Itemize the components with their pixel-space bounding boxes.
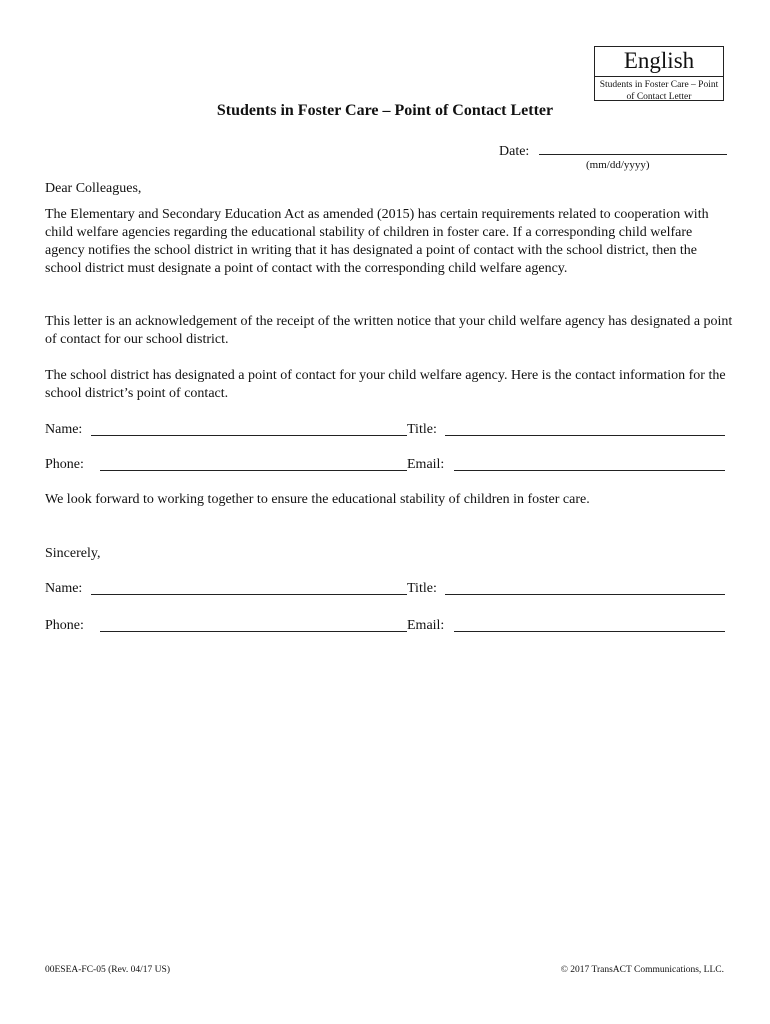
form-caption: Students in Foster Care – Point of Contact Letter <box>599 80 719 102</box>
contact-name-title-row <box>45 421 735 439</box>
contact-title-field[interactable] <box>445 435 725 436</box>
signer-name-title-row <box>45 580 735 598</box>
paragraph-designation: The school district has designated a point of contact for your child welfare agency. Here is the contact information for the school district’s point of contact. <box>45 368 726 401</box>
language-label: English <box>595 47 723 77</box>
signer-phone-field[interactable] <box>100 631 407 632</box>
contact-title-label: Title: <box>407 422 437 437</box>
closing-paragraph: We look forward to working together to ensure the educational stability of children in foster care. <box>45 492 590 507</box>
date-format-hint: (mm/dd/yyyy) <box>586 159 650 171</box>
signer-name-label: Name: <box>45 581 83 596</box>
signer-title-field[interactable] <box>445 594 725 595</box>
footer-form-code: 00ESEA-FC-05 (Rev. 04/17 US) <box>45 965 170 975</box>
date-field[interactable] <box>539 141 727 155</box>
contact-name-field[interactable] <box>91 435 407 436</box>
signer-email-label: Email: <box>407 618 445 633</box>
contact-phone-field[interactable] <box>100 470 407 471</box>
contact-email-label: Email: <box>407 457 445 472</box>
footer-copyright: © 2017 TransACT Communications, LLC. <box>560 965 724 975</box>
contact-phone-label: Phone: <box>45 457 84 472</box>
document-title: Students in Foster Care – Point of Contact Letter <box>216 102 554 119</box>
contact-phone-email-row <box>45 456 735 474</box>
signer-email-field[interactable] <box>454 631 725 632</box>
contact-name-label: Name: <box>45 422 83 437</box>
contact-email-field[interactable] <box>454 470 725 471</box>
paragraph-requirements: The Elementary and Secondary Education Act as amended (2015) has certain requirements related to cooperation with child welfare agencies regarding the educational stability of children in foster care. If a corresponding child welfare agency notifies the school district in writing that it has designated a point of contact with the school district, then the school district must designate a point of contact with the corresponding child welfare agency. <box>45 207 709 276</box>
signer-title-label: Title: <box>407 581 437 596</box>
signer-phone-label: Phone: <box>45 618 84 633</box>
salutation: Dear Colleagues, <box>45 181 142 196</box>
language-box <box>594 46 724 101</box>
paragraph-acknowledgement: This letter is an acknowledgement of the receipt of the written notice that your child welfare agency has designated a point of contact for our school district. <box>45 314 733 347</box>
signer-phone-email-row <box>45 617 735 635</box>
sign-off: Sincerely, <box>45 546 101 561</box>
signer-name-field[interactable] <box>91 594 407 595</box>
date-label: Date: <box>499 144 530 159</box>
